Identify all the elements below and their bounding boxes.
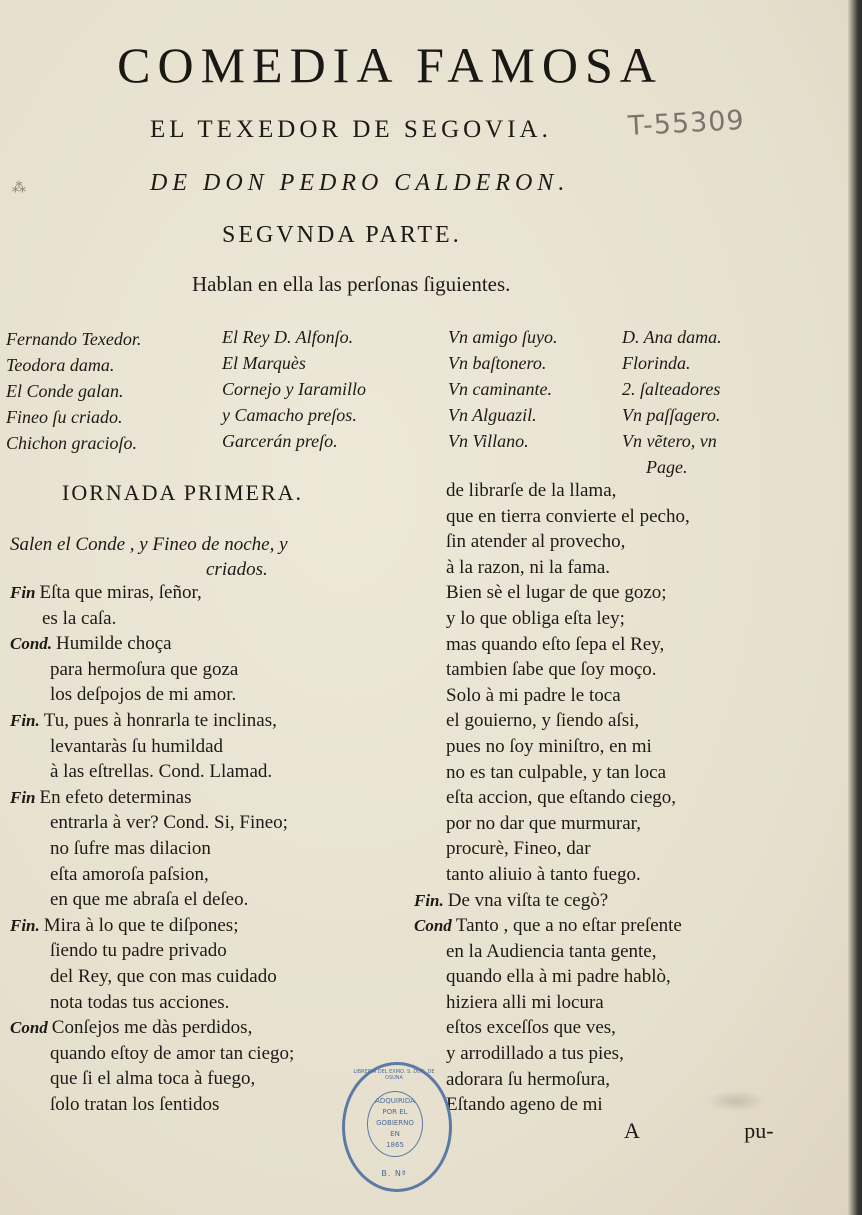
verse-line (10, 990, 294, 1016)
verse-text: hiziera alli mi locura (446, 991, 604, 1013)
verse-line (414, 555, 690, 581)
stage-direction-line: criados. (206, 559, 268, 580)
verse-text: en la Audiencia tanta gente, (446, 940, 657, 962)
verse-line (414, 811, 690, 837)
verse-text: Solo à mi padre le toca (446, 684, 621, 706)
verse-line (414, 888, 690, 914)
cast-entry: D. Ana dama. (622, 327, 722, 347)
verse-text: procurè, Fineo, dar (446, 838, 591, 860)
verse-text: que en tierra convierte el pecho, (446, 505, 690, 527)
verse-line (414, 529, 690, 555)
verse-line (414, 683, 690, 709)
cast-column-2 (222, 324, 366, 454)
stamp-line: GOBIERNO (376, 1119, 414, 1127)
verse-line (10, 606, 294, 632)
verse-line (414, 657, 690, 683)
verse-text: Mira à lo que te diſpones; (43, 914, 239, 936)
cast-entry: El Conde galan. (6, 381, 124, 401)
verse-text: eſtos exceſſos que ves, (446, 1017, 616, 1039)
speaker-label: Cond (10, 1018, 48, 1038)
cast-entry: Florinda. (622, 353, 691, 373)
verse-line (10, 580, 294, 606)
cast-entry: y Camacho preſos. (222, 405, 357, 425)
cast-entry: Vn Alguazil. (448, 405, 537, 425)
library-stamp (342, 1062, 452, 1192)
verse-line (10, 1041, 294, 1067)
shelfmark-annotation: T-55309 (627, 104, 746, 143)
verse-line (10, 913, 294, 939)
stamp-inner (367, 1091, 423, 1157)
verse-line (10, 938, 294, 964)
verse-line (414, 504, 690, 530)
verse-line (10, 785, 294, 811)
verse-line (10, 810, 294, 836)
play-subtitle: EL TEXEDOR DE SEGOVIA. (150, 116, 552, 143)
speaker-label: Cond. (10, 634, 53, 654)
speaker-label: Fin. (10, 915, 40, 935)
verse-line (414, 606, 690, 632)
cast-column-1 (6, 326, 141, 456)
verse-text: para hermoſura que goza (50, 658, 239, 680)
stamp-line: POR EL (382, 1108, 408, 1116)
act-heading: IORNADA PRIMERA. (62, 480, 304, 505)
verse-text: no ſufre mas dilacion (50, 837, 211, 859)
verse-text: Eſtando ageno de mi (446, 1094, 603, 1116)
verse-text: ſin atender al provecho, (446, 531, 626, 553)
verse-line (414, 1041, 690, 1067)
verse-line (414, 862, 690, 888)
signature-mark: A (624, 1118, 639, 1143)
verse-line (414, 708, 690, 734)
verse-text: ſiendo tu padre privado (50, 940, 227, 962)
verse-line (10, 964, 294, 990)
cast-entry: Vn amigo ſuyo. (448, 327, 558, 347)
part-heading: SEGVNDA PARTE. (222, 222, 462, 248)
verse-text: del Rey, que con mas cuidado (50, 965, 277, 987)
verse-line (414, 990, 690, 1016)
verse-line (414, 939, 690, 965)
cast-entry: Chichon gracioſo. (6, 433, 137, 453)
play-title: COMEDIA FAMOSA (117, 37, 663, 93)
verse-line (414, 632, 690, 658)
verse-line (414, 964, 690, 990)
verse-text: tambien ſabe que ſoy moço. (446, 659, 657, 681)
speaker-label: Fin. (10, 710, 40, 730)
verse-line (414, 836, 690, 862)
stage-direction (10, 532, 390, 582)
verse-line (10, 631, 294, 657)
verse-text: Humilde choça (56, 633, 172, 655)
verse-line (10, 1066, 294, 1092)
verse-text: que ſi el alma toca à fuego, (50, 1068, 256, 1090)
left-text-column (10, 580, 294, 1117)
verse-text: los deſpojos de mi amor. (50, 684, 237, 706)
stamp-bottom-text: B. Nª (381, 1169, 407, 1178)
verse-text: por no dar que murmurar, (446, 812, 641, 834)
stamp-line: EN (390, 1130, 400, 1138)
verse-text: à las eſtrellas. Cond. Llamad. (50, 761, 273, 783)
verse-text: nota todas tus acciones. (50, 991, 230, 1013)
verse-line (10, 657, 294, 683)
cast-entry: Vn baſtonero. (448, 353, 547, 373)
verse-text: y arrodillado a tus pies, (446, 1043, 624, 1065)
verse-line (10, 682, 294, 708)
speaker-label: Cond (414, 916, 452, 936)
verse-line (414, 580, 690, 606)
verse-text: Tu, pues à honrarla te inclinas, (43, 709, 277, 731)
cast-column-3 (448, 324, 558, 454)
verse-text: en que me abraſa el deſeo. (50, 889, 249, 911)
verse-line (10, 734, 294, 760)
cast-entry: Garcerán preſo. (222, 431, 338, 451)
verse-text: à la razon, ni la fama. (446, 556, 611, 578)
verse-text: ſolo tratan los ſentidos (50, 1093, 220, 1115)
cast-entry: Vn Villano. (448, 431, 529, 451)
verse-text: De vna viſta te cegò? (447, 889, 609, 911)
verse-text: pues no ſoy miniſtro, en mi (446, 735, 652, 757)
verse-text: tanto aliuio à tanto fuego. (446, 863, 641, 885)
verse-line (414, 760, 690, 786)
verse-text: es la caſa. (42, 607, 117, 629)
stamp-line: ADQUIRIDA (375, 1097, 415, 1105)
verse-line (414, 734, 690, 760)
speaker-label: Fin. (414, 890, 444, 910)
cast-entry: Vn vẽtero, vn (622, 431, 717, 451)
cast-entry: Page. (646, 457, 688, 477)
cast-entry: 2. ſalteadores (622, 379, 721, 399)
verse-text: entrarla à ver? Cond. Si, Fineo; (50, 812, 288, 834)
catchwords (624, 1118, 774, 1144)
cast-column-4 (622, 324, 722, 480)
verse-line (414, 913, 690, 939)
verse-text: Conſejos me dàs perdidos, (51, 1017, 253, 1039)
stage-direction-line: Salen el Conde , y Fineo de noche, y (10, 534, 288, 555)
stamp-ring-text: LIBRERIA DEL EXMO. S. DUC. DE OSUNA (353, 1069, 435, 1081)
verse-text: eſta accion, que eſtando ciego, (446, 787, 677, 809)
verse-line (10, 887, 294, 913)
verse-text: adorara ſu hermoſura, (446, 1068, 611, 1090)
verse-line (414, 1092, 690, 1118)
paper-smudge (706, 1090, 766, 1112)
cast-entry: El Marquès (222, 353, 306, 373)
verse-text: Bien sè el lugar de que gozo; (446, 582, 667, 604)
speaker-label: Fin (10, 583, 36, 602)
catchword: pu- (744, 1118, 774, 1143)
right-text-column (414, 478, 690, 1118)
stamp-line: 1865 (386, 1141, 404, 1149)
verse-text: levantaràs ſu humildad (50, 735, 224, 757)
author-line: DE DON PEDRO CALDERON. (150, 170, 570, 196)
persons-heading: Hablan en ella las perſonas ſiguientes. (192, 272, 511, 296)
cast-entry: Teodora dama. (6, 355, 115, 375)
cast-entry: El Rey D. Alfonſo. (222, 327, 354, 347)
page-edge-shadow (848, 0, 862, 1215)
verse-line (414, 478, 690, 504)
speaker-label: Fin (10, 787, 36, 807)
verse-text: eſta amoroſa paſsion, (50, 863, 209, 885)
cast-entry: Fineo ſu criado. (6, 407, 123, 427)
cast-entry: Vn paſſagero. (622, 405, 721, 425)
verse-line (10, 708, 294, 734)
verse-text: quando eſtoy de amor tan ciego; (50, 1042, 295, 1064)
verse-line (10, 1015, 294, 1041)
verse-line (414, 1015, 690, 1041)
verse-text: y lo que obliga eſta ley; (446, 607, 625, 629)
verse-text: no es tan culpable, y tan loca (446, 761, 667, 783)
cast-entry: Cornejo y Iaramillo (222, 379, 366, 399)
verse-text: de librarſe de la llama, (446, 480, 617, 501)
verse-line (10, 836, 294, 862)
cast-entry: Vn caminante. (448, 379, 552, 399)
verse-line (10, 759, 294, 785)
verse-line (10, 862, 294, 888)
verse-line (414, 785, 690, 811)
verse-text: quando ella à mi padre hablò, (446, 966, 671, 988)
verse-text: Tanto , que a no eſtar preſente (455, 915, 682, 937)
verse-line (10, 1092, 294, 1118)
verse-text: mas quando eſto ſepa el Rey, (446, 633, 665, 655)
verse-text: el gouierno, y ſiendo aſsi, (446, 710, 640, 732)
margin-mark: ⁂ (12, 181, 26, 196)
verse-line (414, 1067, 690, 1093)
verse-text: Eſta que miras, ſeñor, (39, 582, 202, 603)
verse-text: En efeto determinas (39, 786, 192, 808)
cast-entry: Fernando Texedor. (6, 329, 142, 349)
